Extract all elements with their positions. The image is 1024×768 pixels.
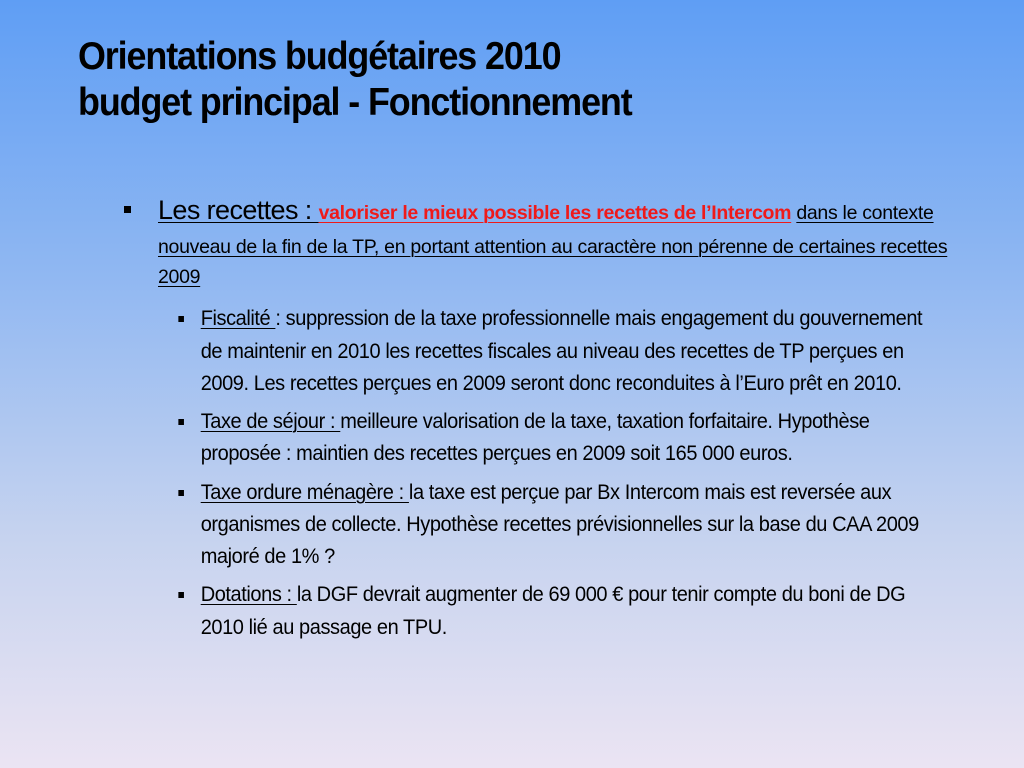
bullet-square-icon xyxy=(178,316,184,322)
sub-bullet-taxe-ordure xyxy=(170,476,935,573)
text-fiscalite: : suppression de la taxe professionnelle mais engagement du gouvernement de maintenir en 2010 les recettes fiscales au niveau des recettes de TP perçues en 2009. Les recettes perçues en 2009 seront donc reconduites à l’Euro prêt en 2010. xyxy=(200,306,923,395)
sub-bullet-list xyxy=(124,302,974,643)
sub-bullet-taxe-sejour xyxy=(170,405,935,470)
bullet-square-icon xyxy=(124,206,131,213)
slide-title xyxy=(78,34,906,126)
bullet-square-icon xyxy=(178,592,184,598)
term-fiscalite: Fiscalité xyxy=(200,306,276,331)
sub-bullet-dotations xyxy=(170,578,935,643)
term-dotations: Dotations : xyxy=(200,582,297,607)
term-taxe-sejour: Taxe de séjour : xyxy=(200,409,341,434)
text-dotations: la DGF devrait augmenter de 69 000 € pour tenir compte du boni de DG 2010 lié au passage en TPU. xyxy=(200,582,906,639)
recettes-highlight: valoriser le mieux possible les recettes de l’Intercom xyxy=(318,202,792,224)
title-line-1: Orientations budgétaires 2010 xyxy=(78,35,561,78)
text-taxe-sejour: meilleure valorisation de la taxe, taxation forfaitaire. Hypothèse proposée : maintien des recettes perçues en 2009 soit 165 000 euros. xyxy=(200,409,870,466)
slide-body xyxy=(124,190,974,649)
bullet-square-icon xyxy=(178,490,184,496)
recettes-context: dans le contexte nouveau de la fin de la TP, en portant attention au caractère non pérenne de certaines recettes 2009 xyxy=(158,202,948,289)
recettes-label: Les recettes : xyxy=(158,195,319,225)
title-line-2: budget principal - Fonctionnement xyxy=(78,81,632,125)
term-taxe-ordure: Taxe ordure ménagère : xyxy=(200,479,409,504)
main-bullet-recettes xyxy=(124,190,974,292)
text-taxe-ordure: la taxe est perçue par Bx Intercom mais est reversée aux organismes de collecte. Hypothèse recettes prévisionnelles sur la base du CAA 2009 majoré de 1% ? xyxy=(200,479,919,569)
bullet-square-icon xyxy=(178,419,184,425)
sub-bullet-fiscalite xyxy=(170,302,935,399)
